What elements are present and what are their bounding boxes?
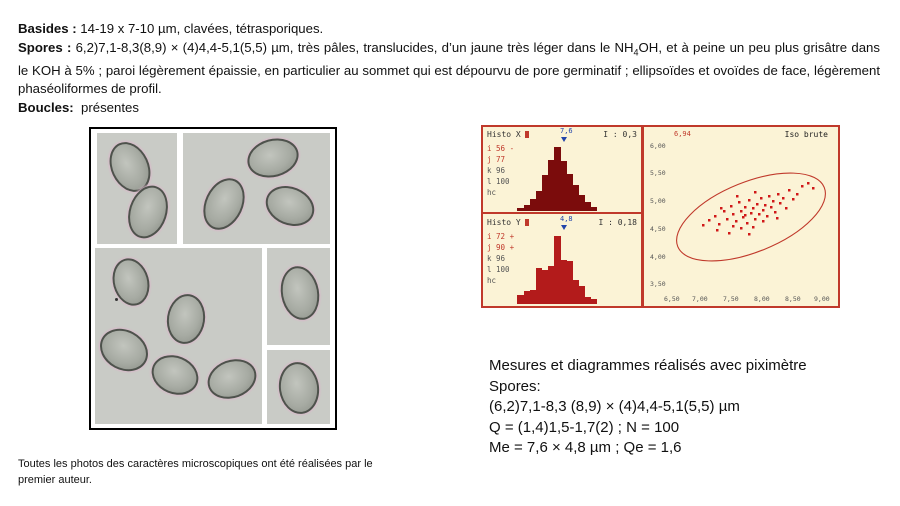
spores-paragraph bbox=[18, 39, 880, 99]
x-tick: 8,00 bbox=[754, 295, 770, 303]
histo-x-legend-4: l 100 bbox=[487, 177, 510, 186]
summary-line: Spores: bbox=[489, 377, 541, 395]
histo-y-median-marker bbox=[561, 225, 567, 230]
basides-label: Basides : bbox=[18, 21, 77, 36]
x-tick: 7,00 bbox=[692, 295, 708, 303]
histo-y-median-label: 4,8 bbox=[560, 215, 573, 223]
summary-line: (6,2)7,1-8,3 (8,9) × (4)4,4-5,1(5,5) µm bbox=[489, 398, 740, 415]
spore-photo-plate bbox=[89, 127, 337, 430]
histo-x-legend-2: j 77 bbox=[487, 155, 506, 164]
debris bbox=[115, 298, 118, 301]
y-tick: 5,50 bbox=[650, 169, 666, 177]
spores-text-2: OH, et à peine un peu plus grisâtre dans le KOH à 5% ; paroi légèrement épaissie, en particulier au sommet qui est dépourvu de pore germinatif ; ellipsoïdes et ovoïdes de face, légèrement phaséoliformes de profil. bbox=[18, 39, 880, 97]
histo-y-bars bbox=[517, 236, 597, 304]
histo-x-median-label: 7,6 bbox=[560, 127, 573, 135]
histo-x-legend-1: i 56 - bbox=[487, 144, 515, 153]
histo-y-chart bbox=[483, 214, 641, 306]
x-tick: 6,50 bbox=[664, 295, 680, 303]
summary-line: Me = 7,6 × 4,8 µm ; Qe = 1,6 bbox=[489, 439, 682, 456]
spore-photo-5 bbox=[267, 350, 330, 424]
spores-subscript: 4 bbox=[633, 47, 639, 58]
x-tick: 7,50 bbox=[723, 295, 739, 303]
spore bbox=[95, 321, 155, 380]
histo-x-median-marker bbox=[561, 137, 567, 142]
spore bbox=[195, 171, 252, 236]
spore bbox=[107, 254, 154, 310]
scatter-points bbox=[702, 182, 815, 236]
scatter-panel bbox=[642, 125, 840, 308]
summary-line: Mesures et diagrammes réalisés avec piximètre bbox=[489, 357, 807, 374]
description-block bbox=[18, 20, 880, 117]
summary-line: Q = (1,4)1,5-1,7(2) ; N = 100 bbox=[489, 418, 680, 436]
spores-label: Spores : bbox=[18, 39, 72, 55]
histo-y-panel bbox=[481, 212, 643, 308]
spore bbox=[276, 359, 323, 416]
measurement-summary bbox=[489, 356, 807, 459]
scatter-chart bbox=[644, 127, 838, 306]
spore bbox=[164, 292, 209, 347]
histo-y-legend-1: i 72 + bbox=[487, 232, 515, 241]
spore bbox=[202, 353, 262, 406]
histo-y-title: Histo Y bbox=[487, 218, 521, 227]
histo-x-chart bbox=[483, 127, 641, 213]
spore-photo-3 bbox=[95, 248, 262, 424]
y-tick: 4,50 bbox=[650, 225, 666, 233]
boucles-text: présentes bbox=[73, 99, 139, 115]
spore-photo-4 bbox=[267, 248, 330, 345]
histo-x-bars bbox=[517, 147, 597, 211]
spore-photo-1 bbox=[97, 133, 177, 244]
x-tick: 9,00 bbox=[814, 295, 830, 303]
scatter-ellipse bbox=[665, 155, 838, 279]
histo-y-legend-4: l 100 bbox=[487, 265, 510, 274]
scatter-title: Iso brute bbox=[784, 130, 828, 139]
scatter-x-ticks bbox=[664, 295, 830, 303]
spores-text-1: 6,2)7,1-8,3(8,9) × (4)4,4-5,1(5,5) µm, très pâles, translucides, d’un jaune très léger dans le NH bbox=[71, 39, 634, 55]
y-tick: 4,00 bbox=[650, 253, 666, 261]
basides-text: 14-19 x 7-10 µm, clavées, tétrasporiques. bbox=[76, 21, 324, 36]
histo-x-legend-5: hc bbox=[487, 188, 497, 197]
boucles-label: Boucles: bbox=[18, 99, 74, 115]
spore-photo-2 bbox=[183, 133, 330, 244]
histo-x-i-value: I : 0,3 bbox=[603, 130, 637, 139]
scatter-corner-value: 6,94 bbox=[674, 130, 691, 138]
scatter-y-ticks bbox=[650, 142, 666, 288]
histo-y-i-value: I : 0,18 bbox=[598, 218, 637, 227]
photo-credit: Toutes les photos des caractères microscopiques ont été réalisées par le premier auteur. bbox=[18, 458, 373, 486]
histo-x-legend-3: k 96 bbox=[487, 166, 506, 175]
spore bbox=[243, 133, 303, 183]
histo-x-panel bbox=[481, 125, 643, 215]
histo-y-legend-5: hc bbox=[487, 276, 497, 285]
y-tick: 5,00 bbox=[650, 197, 666, 205]
histo-y-legend-3: k 96 bbox=[487, 254, 506, 263]
histo-y-legend-2: j 90 + bbox=[487, 243, 515, 252]
boucles-line bbox=[18, 99, 880, 118]
spore bbox=[277, 263, 324, 323]
histo-x-title: Histo X bbox=[487, 130, 521, 139]
basides-line bbox=[18, 20, 880, 39]
y-tick: 6,00 bbox=[650, 142, 666, 150]
spore bbox=[146, 348, 205, 401]
spore bbox=[260, 179, 321, 233]
x-tick: 8,50 bbox=[785, 295, 801, 303]
y-tick: 3,50 bbox=[650, 280, 666, 288]
